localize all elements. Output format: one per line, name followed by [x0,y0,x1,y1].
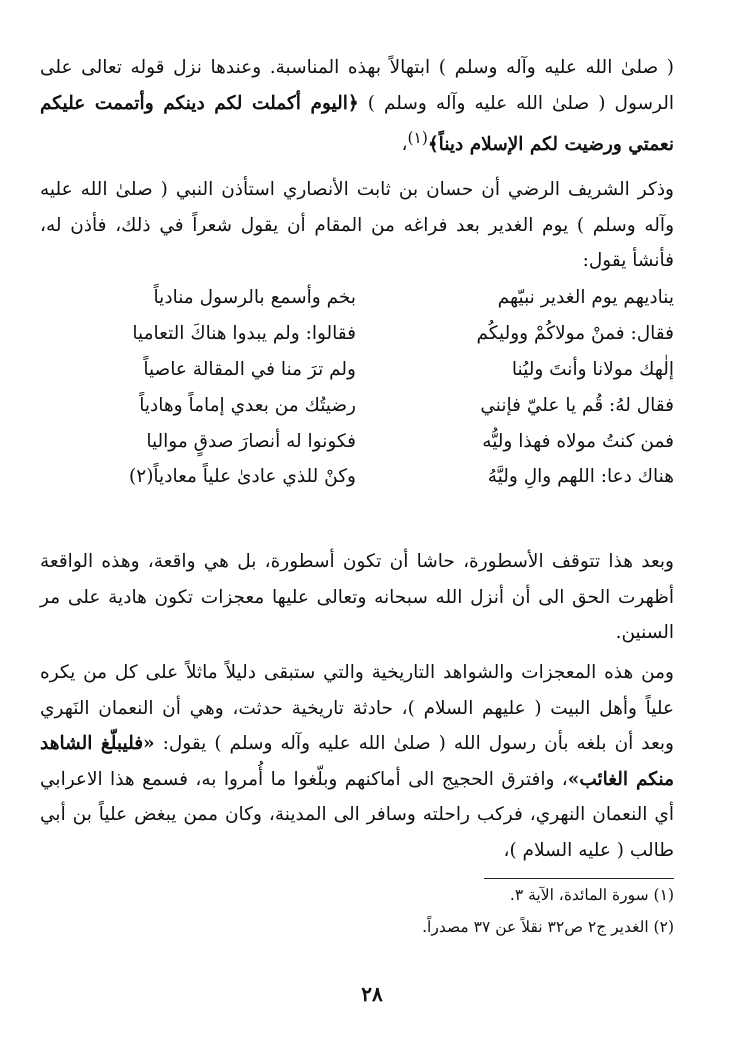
footnote-2: (٢) الغدير ج٢ ص٣٢ نقلاً عن ٣٧ مصدراً. [422,918,674,936]
poem-first-hemistich: فقال لهُ: قُم يا عليّ فإنني [480,394,674,416]
poem-first-hemistich: إلٰهك مولانا وأنتَ وليُنا [511,358,674,380]
footnote-divider [484,878,674,879]
poem-verse [40,352,674,388]
footnote-ref-1: (١) [407,129,428,147]
paragraph-3: وبعد هذا تتوقف الأسطورة، حاشا أن تكون أسطورة، بل هي واقعة، وهذه الواقعة أظهرت الحق الى أن أنزل الله سبحانه وتعالى عليها معجزات تكون هادية على مر السنين. [40,551,674,643]
poem-verse [40,423,674,459]
footnote-1: (١) سورة المائدة، الآية ٣. [509,886,674,904]
paragraph-4-text: ومن هذه المعجزات والشواهد التاريخية والتي ستبقى دليلاً ماثلاً على كل من يكره علياً وأهل البيت ( عليهم السلام )، حادثة تاريخية حدثت، وهي أن النعمان النَهري وبعد أن بلغه بأن رسول الله ( صلىٰ الله عليه وآله وسلم ) يقول: [40,662,674,754]
page-number: ٢٨ [361,982,383,1006]
paragraph-1-end: ، [401,134,408,156]
poem-second-hemistich: فقالوا: ولم يبدوا هناكَ التعاميا [132,323,356,345]
poem-verse [40,280,674,316]
poem-verse [40,316,674,352]
paragraph-1 [40,50,674,163]
poem-first-hemistich: يناديهم يوم الغدير نبيّهم [497,287,674,309]
paragraph-2: وذكر الشريف الرضي أن حسان بن ثابت الأنصاري استأذن النبي ( صلىٰ الله عليه وآله وسلم ) يوم الغدير بعد فراغه من المقام أن يقول شعراً في ذلك، فأذن له، فأنشأ يقول: [40,179,674,271]
poem-first-hemistich: هناك دعا: اللهم والِ وليَّهُ [487,466,674,488]
poem-first-hemistich: فمن كنتُ مولاه فهذا وليُّه [482,430,674,452]
paragraph-4-continuation: ، وافترق الحجيج الى أماكنهم وبلّغوا ما أُمروا به، فسمع هذا الاعرابي أي النعمان النهري، فركب راحلته وسافر الى المدينة، وكان ممن يبغض علياً بن أبي طالب ( عليه السلام )، [40,768,674,861]
paragraph-1-text: ( صلىٰ الله عليه وآله وسلم ) ابتهالاً بهذه المناسبة. وعندها نزل قوله تعالى على الرسول ( صلىٰ الله عليه وآله وسلم ) [40,57,674,114]
poem-first-hemistich: فقال: فمنْ مولاكُمْ ووليكُم [476,323,674,345]
hadith-quote: «فليبلّغ الشاهد منكم الغائب» [40,733,674,790]
paragraph-4 [40,655,674,868]
quran-quote: ﴿اليوم أكملت لكم دينكم وأتممت عليكم نعمتي ورضيت لكم الإسلام ديناً﴾ [40,92,674,156]
poem [40,280,674,495]
poem-second-hemistich: فكونوا له أنصارَ صدقٍ مواليا [146,430,356,452]
poem-verse [40,387,674,423]
poem-second-hemistich: بخم وأسمع بالرسول منادياً [153,287,356,309]
poem-second-hemistich: ولم ترَ منا في المقالة عاصياً [143,358,356,380]
poem-verse [40,459,674,495]
poem-second-hemistich: رضيتُك من بعدي إماماً وهادياً [139,394,356,416]
poem-second-hemistich: وكنْ للذي عادىٰ علياً معادياً(٢) [129,466,356,488]
